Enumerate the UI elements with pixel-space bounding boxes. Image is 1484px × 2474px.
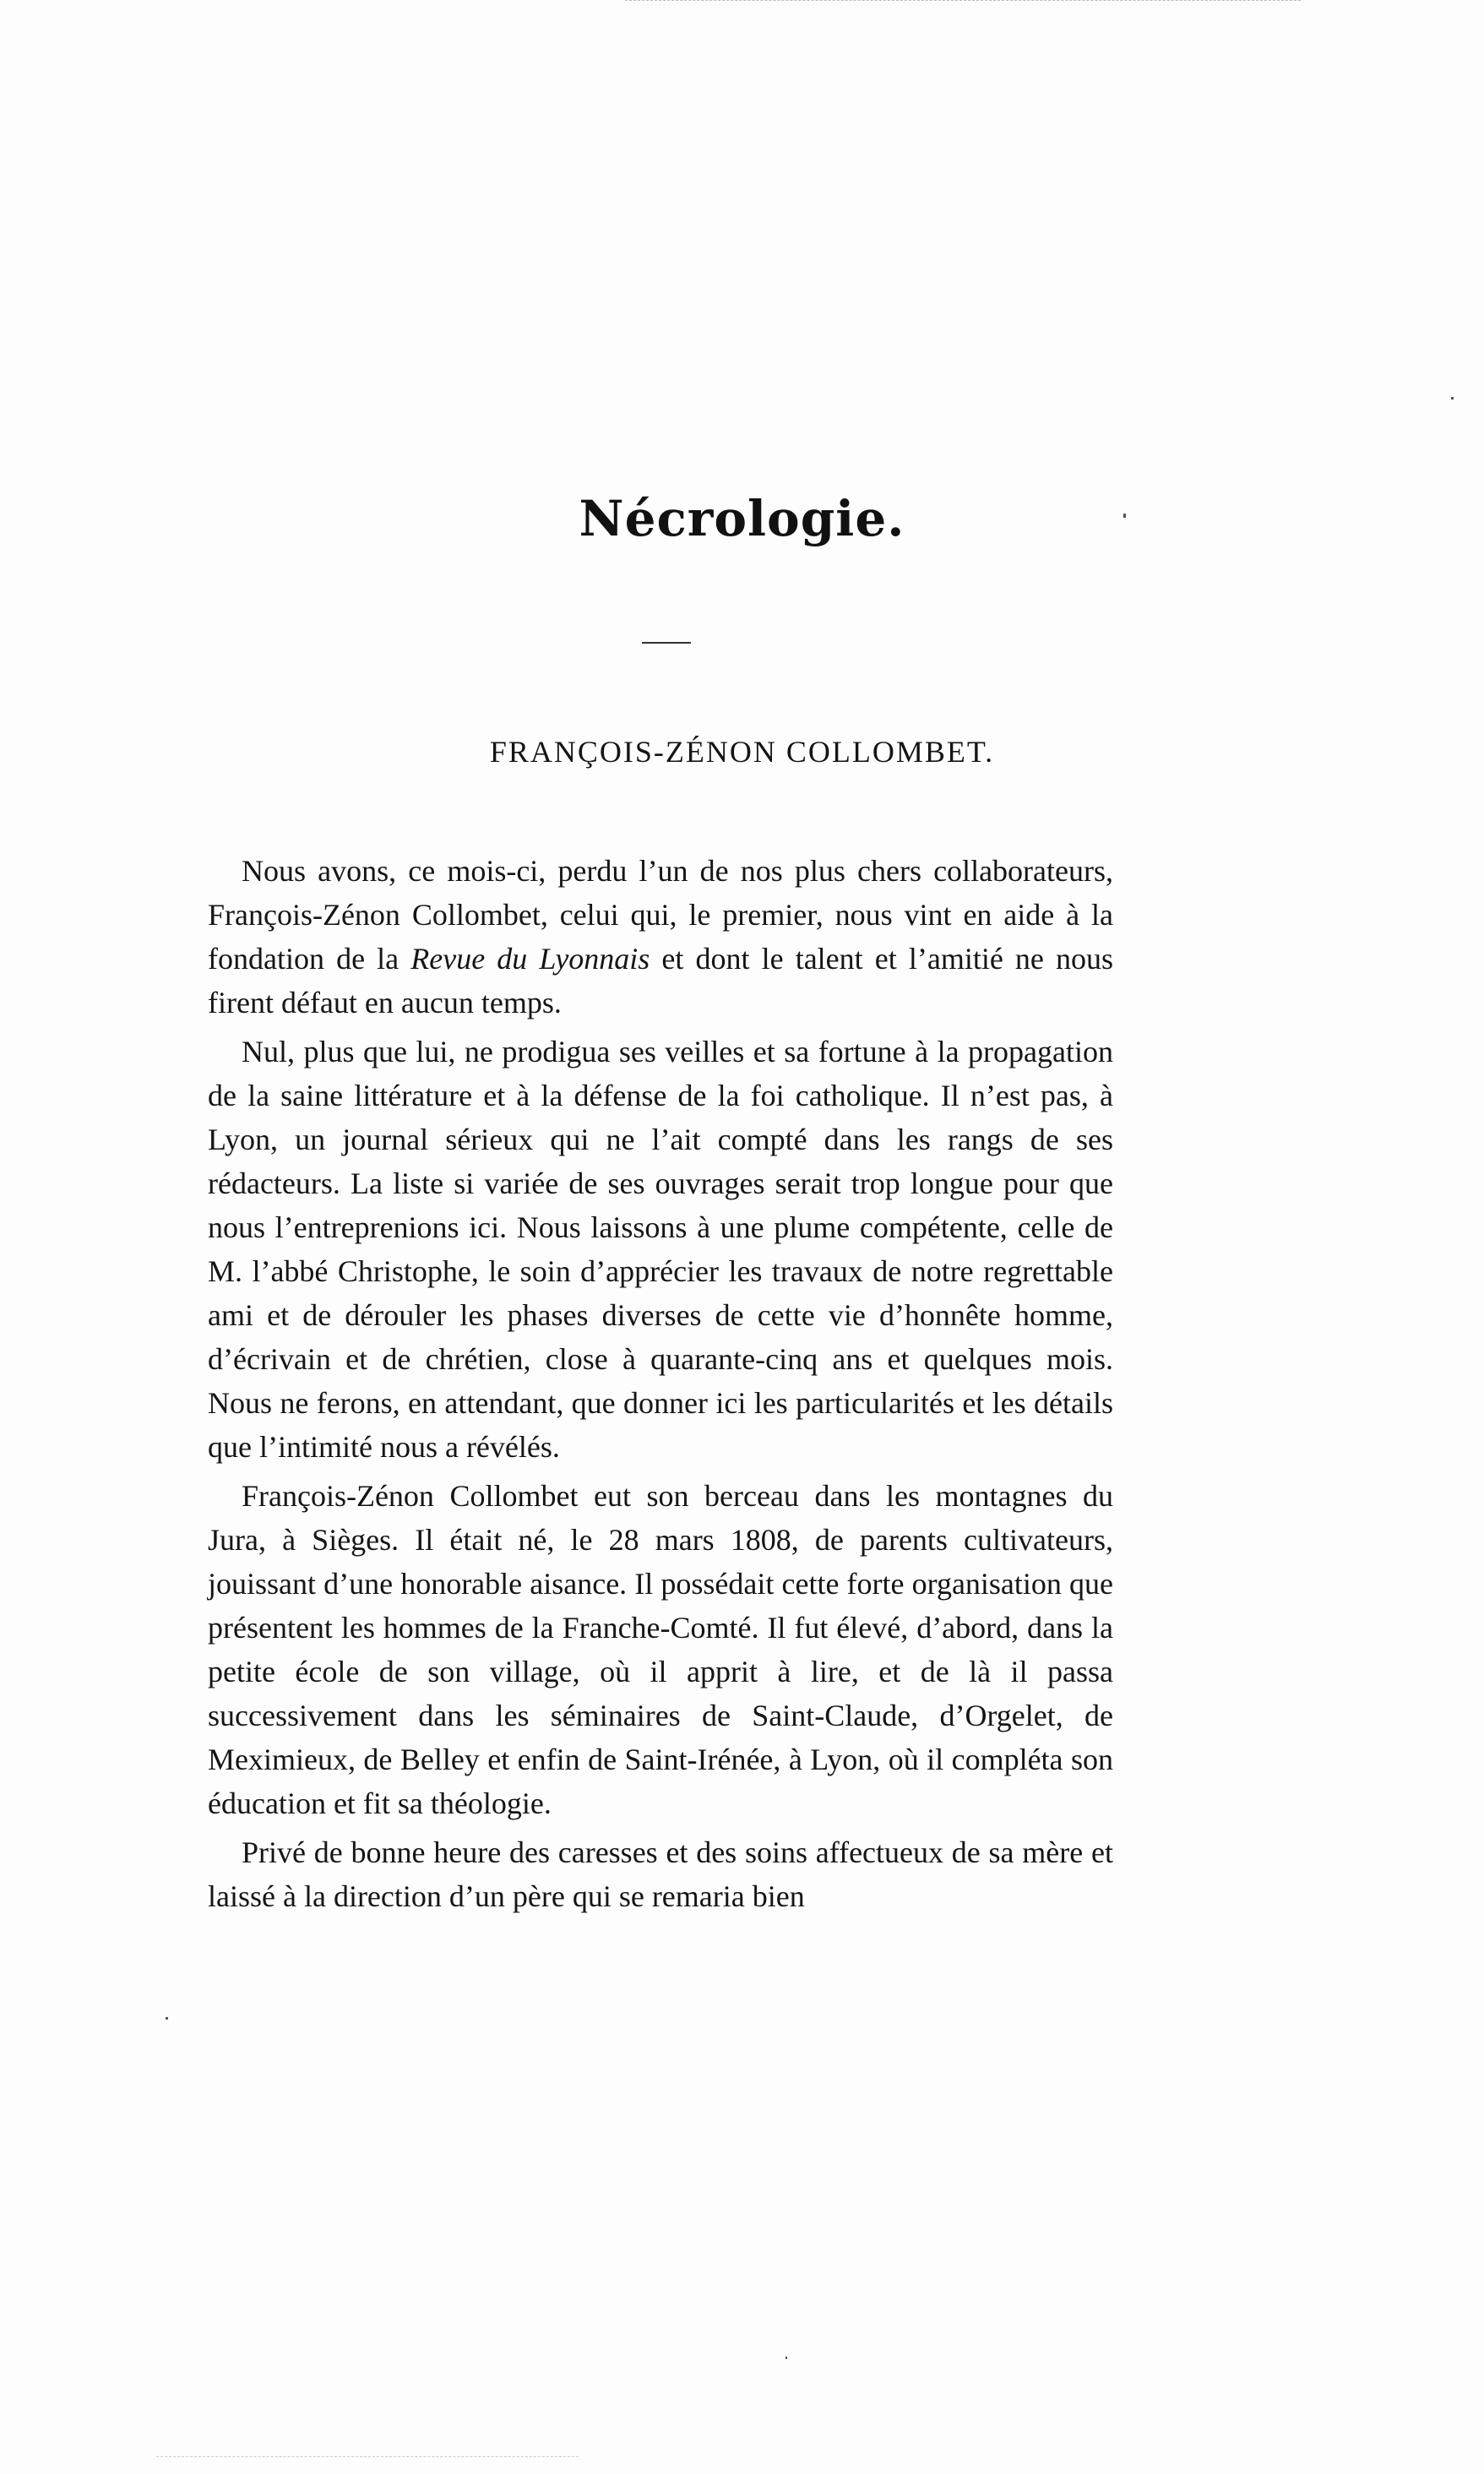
- paragraph-3: François-Zénon Collombet eut son berceau dans les montagnes du Jura, à Sièges. Il était né, le 28 mars 1808, de parents cultivateurs, jouissant d’une honorable aisance. Il possédait cette forte organisation que présentent les hommes de la Franche-Comté. Il fut élevé, d’abord, dans la petite école de son village, où il apprit à lire, et de là il passa successivement dans les séminaires de Saint-Claude, d’Orgelet, de Meximieux, de Belley et enfin de Saint-Irénée, à Lyon, où il compléta son éducation et fit sa théologie.: [208, 1479, 1113, 1820]
- paragraph-2: Nul, plus que lui, ne prodigua ses veilles et sa fortune à la propagation de la saine littérature et à la défense de la foi catholique. Il n’est pas, à Lyon, un journal sérieux qui ne l’ait compté dans les rangs de ses rédacteurs. La liste si variée de ses ouvrages serait trop longue pour que nous l’entreprenions ici. Nous laissons à une plume compétente, celle de M. l’abbé Christophe, le soin d’apprécier les travaux de notre regrettable ami et de dérouler les phases diverses de cette vie d’honnête homme, d’écrivain et de chrétien, close à quarante-cinq ans et quelques mois. Nous ne ferons, en attendant, que donner ici les particularités et les détails que l’intimité nous a révélés.: [208, 1035, 1113, 1464]
- journal-title: Revue du Lyonnais: [410, 942, 650, 976]
- scan-artifact-bottom: [156, 2456, 579, 2460]
- paragraph-1-text-after: et dont le talent et l’amitié ne nous firent défaut en aucun temps.: [208, 942, 1113, 1020]
- paragraph-4: Privé de bonne heure des caresses et des soins affectueux de sa mère et laissé à la direction d’un père qui se remaria bien: [208, 1835, 1113, 1913]
- scan-speck: [166, 2017, 168, 2020]
- paragraph-1-text-before: Nous avons, ce mois-ci, perdu l’un de nos plus chers collaborateurs, François-Zénon Collombet, celui qui, le premier, nous vint en aide à la fondation de la: [208, 854, 1113, 976]
- paragraph-1: [208, 849, 1113, 1025]
- article-body: [208, 849, 1113, 1923]
- page-heading: Nécrologie.: [579, 490, 905, 547]
- scan-speck: [1123, 514, 1126, 518]
- scan-speck: [785, 2357, 787, 2359]
- scan-speck: [1451, 397, 1454, 400]
- article-subject: FRANÇOIS-ZÉNON COLLOMBET.: [489, 735, 995, 769]
- scan-artifact-top: [625, 0, 1301, 4]
- heading-divider: [642, 642, 691, 644]
